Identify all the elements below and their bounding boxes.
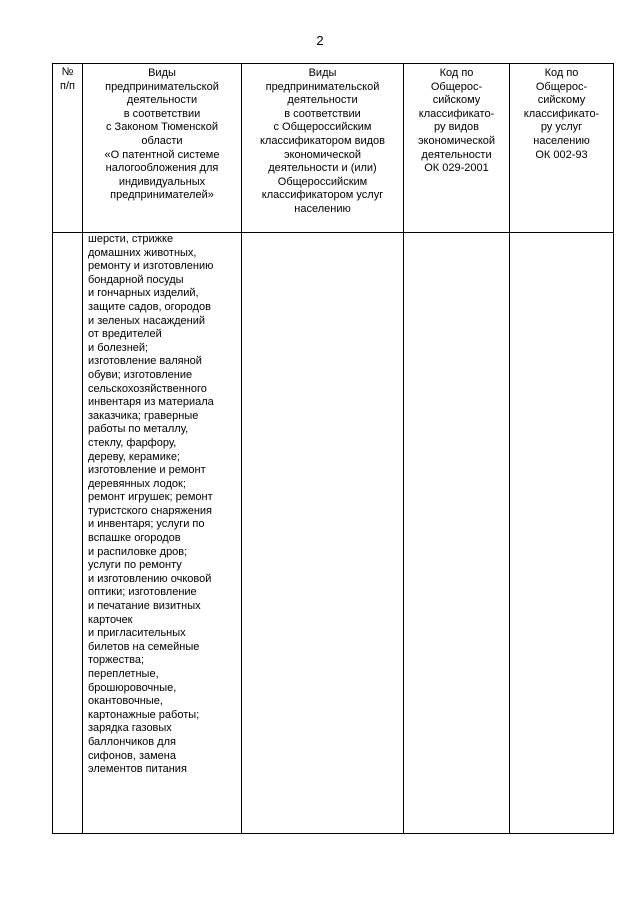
classification-table	[52, 63, 614, 834]
activity-text: шерсти, стрижке домашних животных, ремонту и изготовлению бондарной посуды и гончарных изделий, защите садов, огородов и зеленых насаждений от вредителей и болезней; изготовление валяной обуви; изготовление сельскохозяйственного инвентаря из материала заказчика; граверные работы по металлу, стеклу, фарфору, дереву, керамике; изготовление и ремонт деревянных лодок; ремонт игрушек; ремонт туристского снаряжения и инвентаря; услуги по вспашке огородов и распиловке дров; услуги по ремонту и изготовлению очковой оптики; изготовление и печатание визитных карточек и пригласительных билетов на семейные торжества; переплетные, брошюровочные, окантовочные, картонажные работы; зарядка газовых баллончиков для сифонов, замена элементов питания	[88, 233, 214, 776]
okved-code-cell	[404, 233, 510, 834]
header-okved-code: Код по Общерос- сийскому классификато- ру видов экономической деятельности ОК 029-2001	[404, 64, 510, 233]
row-number-cell	[53, 233, 83, 834]
activity-text-cell	[83, 233, 242, 834]
header-activity-tyumen-law: Виды предпринимательской деятельности в соответствии с Законом Тюменской области «О патентной системе налогообложения для индивидуальных предпринимателей»	[83, 64, 242, 233]
table-header-row	[53, 64, 614, 233]
page-number: 2	[316, 33, 324, 48]
okved-activity-cell	[242, 233, 404, 834]
okun-code-cell	[510, 233, 614, 834]
header-number: № п/п	[53, 64, 83, 233]
table-row	[53, 233, 614, 834]
header-okun-code: Код по Общерос- сийскому классификато- ру услуг населению ОК 002-93	[510, 64, 614, 233]
header-activity-okved: Виды предпринимательской деятельности в соответствии с Общероссийским классификатором видов экономической деятельности и (или) Общероссийским классификатором услуг населению	[242, 64, 404, 233]
